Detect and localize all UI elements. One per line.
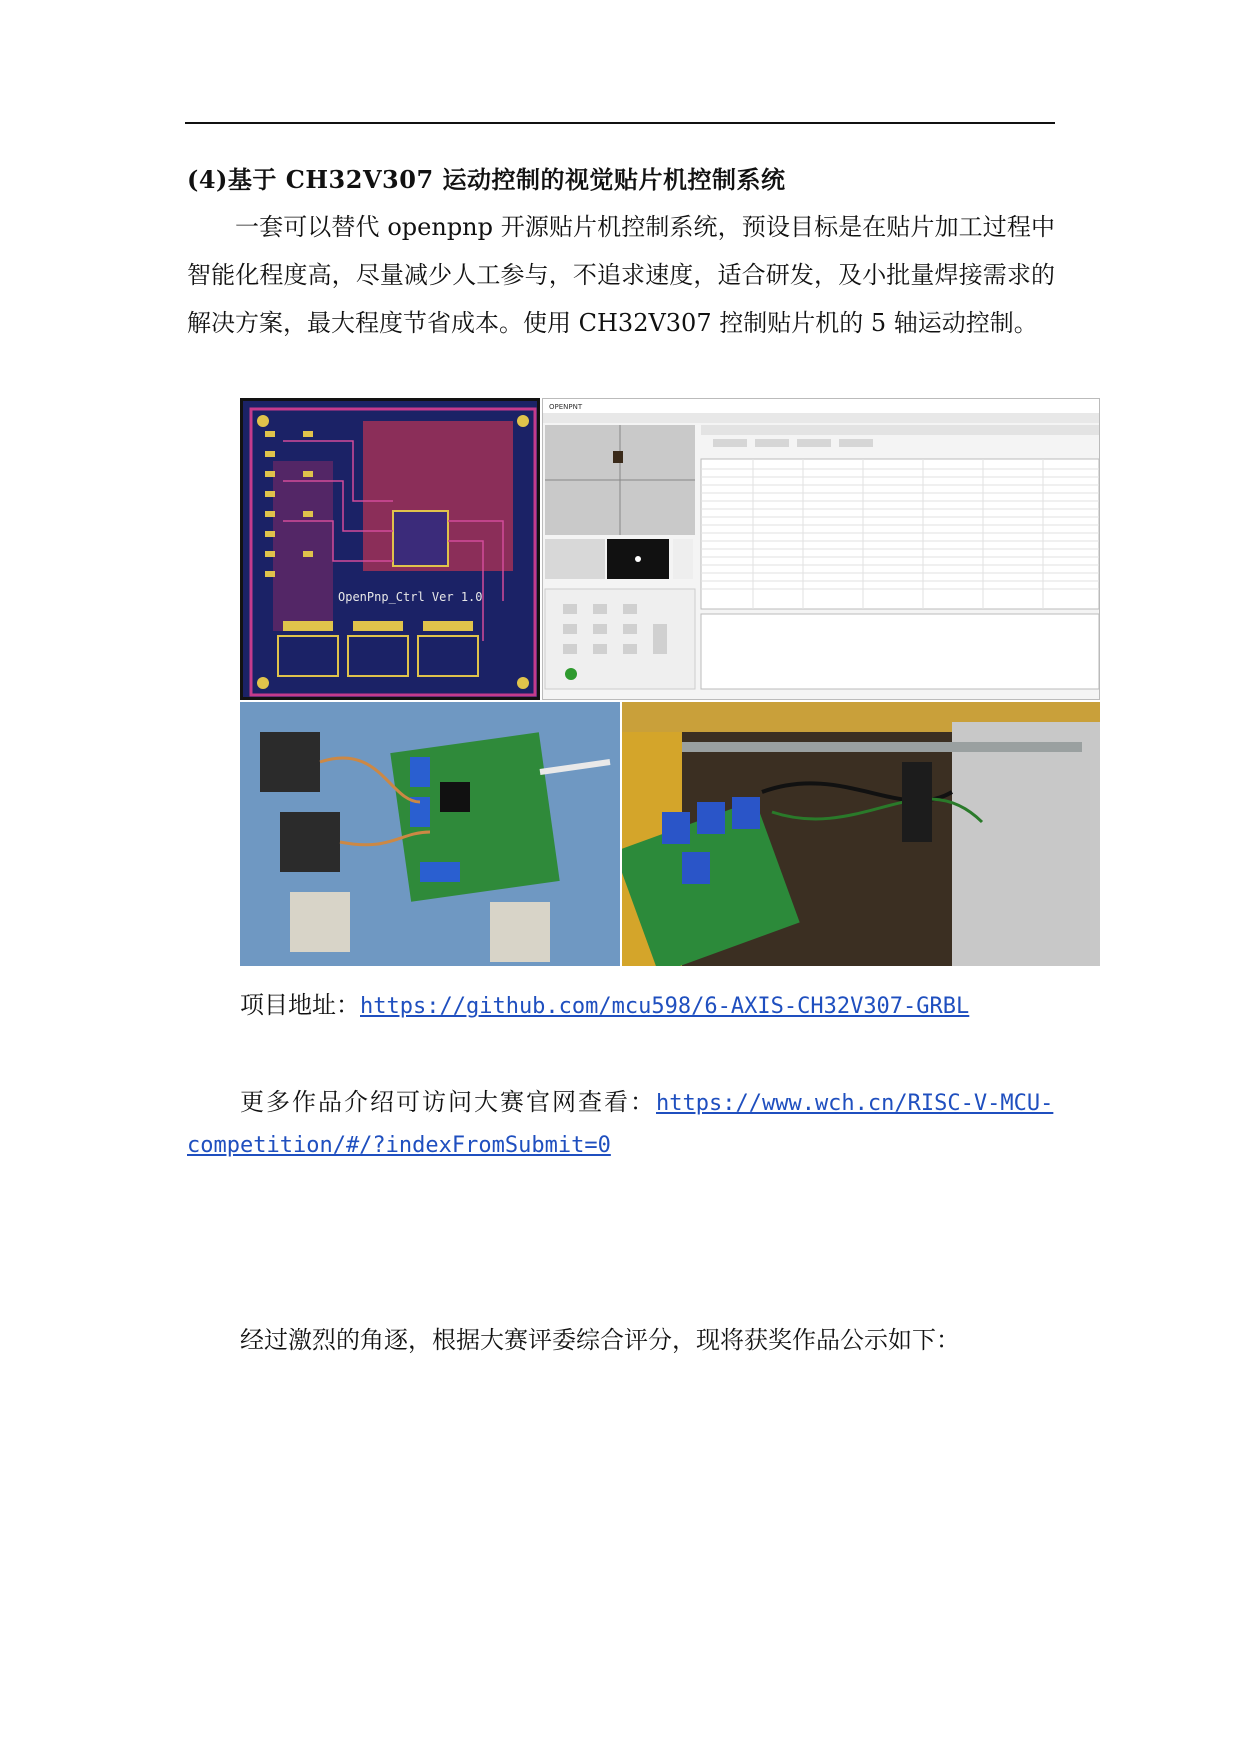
section-heading: (4)基于 CH32V307 运动控制的视觉贴片机控制系统	[187, 165, 786, 194]
pcb-label: OpenPnp_Ctrl Ver 1.0	[338, 590, 483, 604]
pcb-layout-image	[240, 398, 540, 700]
machine-install-photo	[622, 702, 1100, 966]
controller-board-drawing	[240, 702, 620, 966]
closing-paragraph: 经过激烈的角逐，根据大赛评委综合评分，现将获奖作品公示如下：	[240, 1326, 960, 1354]
header-rule	[185, 122, 1055, 124]
project-address-line	[240, 985, 969, 1020]
competition-url-link-part2[interactable]: competition/#/?indexFromSubmit=0	[187, 1133, 611, 1158]
software-drawing	[543, 399, 1100, 700]
more-info-line	[240, 1082, 1053, 1117]
software-title: OPENPNT	[549, 403, 583, 411]
project-url-link[interactable]: https://github.com/mcu598/6-AXIS-CH32V307-GRBL	[360, 994, 970, 1019]
intro-paragraph	[187, 203, 1055, 347]
software-screenshot	[542, 398, 1100, 700]
project-figure	[240, 398, 1100, 966]
more-info-label: 更多作品介绍可访问大赛官网查看：	[240, 1088, 656, 1116]
intro-text: 一套可以替代 openpnp 开源贴片机控制系统，预设目标是在贴片加工过程中智能化程度高，尽量减少人工参与，不追求速度，适合研发，及小批量焊接需求的解决方案，最大程度节省成本。使用 CH32V307 控制贴片机的 5 轴运动控制。	[187, 213, 1055, 337]
competition-url-link-part1[interactable]: https://www.wch.cn/RISC-V-MCU-	[656, 1091, 1054, 1116]
project-address-label: 项目地址：	[240, 991, 360, 1019]
pcb-drawing	[243, 401, 540, 700]
more-info-line-2	[187, 1130, 611, 1158]
controller-board-photo	[240, 702, 620, 966]
machine-install-drawing	[622, 702, 1100, 966]
